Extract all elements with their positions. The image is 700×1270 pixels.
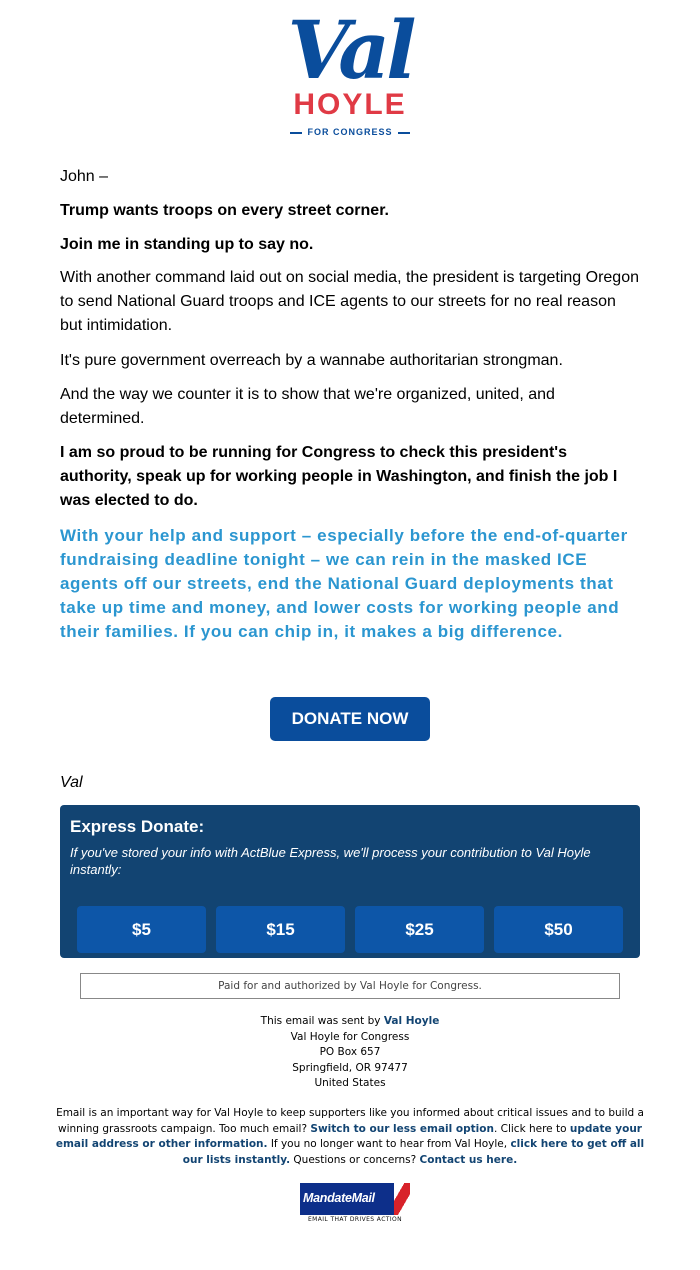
logo-last-name: HOYLE <box>293 88 407 121</box>
footer-text-4: Questions or concerns? <box>290 1153 417 1166</box>
less-email-link[interactable]: Switch to our less email option <box>310 1122 494 1135</box>
paragraph-7-highlight: With your help and support – especially before the end-of-quarter fundraising deadline tonight – we can rein in the masked ICE agents off our streets, end the National Guard deployments that take up time and money, and lower costs for working people and their families. If you can chip in, it makes a big difference. <box>60 526 628 641</box>
express-donate-description: If you've stored your info with ActBlue Express, we'll process your contribution to Val Hoyle instantly: <box>70 845 591 877</box>
contact-link[interactable]: Contact us here. <box>419 1153 518 1166</box>
footer-text-2: . Click here to <box>493 1122 567 1135</box>
paragraph-4: It's pure government overreach by a wannabe authoritarian strongman. <box>60 352 563 369</box>
logo-dash-right <box>398 132 410 134</box>
paragraph-3: With another command laid out on social media, the president is targeting Oregon to send National Guard troops and ICE agents to our streets for no real reason but intimidation. <box>60 269 639 334</box>
footer-city: Springfield, OR 97477 <box>292 1061 408 1074</box>
footer-text-3: If you no longer want to hear from Val Hoyle, <box>267 1138 508 1150</box>
unsubscribe-link[interactable]: click here to get off all our lists instantly. <box>182 1138 645 1166</box>
sent-by-line <box>55 1014 645 1030</box>
footer-po-box: PO Box 657 <box>319 1046 381 1058</box>
logo-tagline-text: FOR CONGRESS <box>307 127 393 137</box>
donate-25-button[interactable]: $25 <box>355 906 484 953</box>
logo-tagline <box>60 126 640 138</box>
mandatemail-name: MandateMail <box>303 1191 375 1205</box>
paid-for-disclaimer: Paid for and authorized by Val Hoyle for Congress. <box>80 973 620 999</box>
footer-org: Val Hoyle for Congress <box>290 1030 410 1043</box>
logo-dash-left <box>290 132 302 134</box>
paragraph-1: Trump wants troops on every street corner. <box>60 202 389 219</box>
footer-legal <box>55 1106 645 1168</box>
sent-by-link[interactable]: Val Hoyle <box>383 1015 440 1027</box>
footer-country: United States <box>314 1077 386 1089</box>
mandatemail-tagline: EMAIL THAT DRIVES ACTION <box>300 1215 410 1225</box>
donate-15-button[interactable]: $15 <box>216 906 345 953</box>
footer-text-1: Email is an important way for Val Hoyle to keep supporters like you informed about critical issues and to build a winning grassroots campaign. Too much email? <box>56 1107 644 1135</box>
email-content <box>55 0 645 1223</box>
update-email-link[interactable]: update your email address or other information. <box>55 1122 642 1150</box>
donate-50-button[interactable]: $50 <box>494 906 623 953</box>
mandatemail-logo[interactable] <box>300 1183 410 1225</box>
logo-first-name: Val <box>287 3 413 97</box>
express-donate-title: Express Donate: <box>70 817 205 836</box>
greeting: John – <box>60 168 109 185</box>
footer-address <box>55 1014 645 1092</box>
campaign-logo <box>60 0 640 150</box>
paragraph-2: Join me in standing up to say no. <box>60 236 314 253</box>
sent-by-prefix: This email was sent by <box>260 1015 381 1027</box>
donate-5-button[interactable]: $5 <box>77 906 206 953</box>
express-donate-box <box>60 805 640 958</box>
flag-icon <box>394 1183 410 1215</box>
paragraph-5: And the way we counter it is to show that we're organized, united, and determined. <box>60 386 555 427</box>
donate-now-button[interactable]: DONATE NOW <box>270 697 430 741</box>
paragraph-6: I am so proud to be running for Congress to check this president's authority, speak up for working people in Washington, and finish the job I was elected to do. <box>60 444 618 509</box>
mandatemail-banner <box>300 1183 410 1215</box>
signature: Val <box>60 774 83 791</box>
